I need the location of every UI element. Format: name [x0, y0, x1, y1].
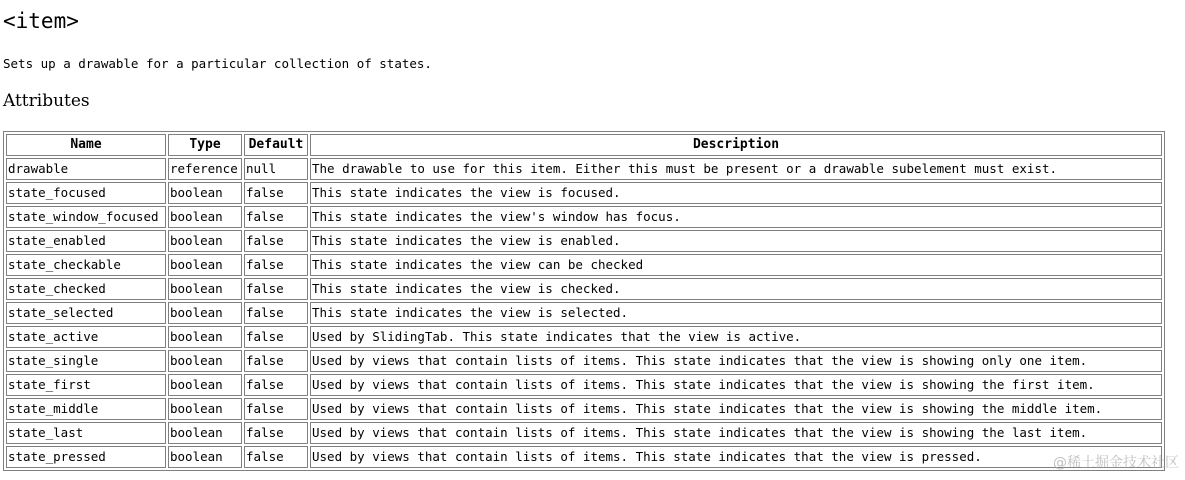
cell-name: state_selected: [6, 302, 166, 324]
cell-type: boolean: [168, 422, 242, 444]
table-row: [6, 446, 1162, 468]
cell-type: boolean: [168, 326, 242, 348]
cell-name: state_enabled: [6, 230, 166, 252]
cell-type: boolean: [168, 374, 242, 396]
cell-type: reference: [168, 158, 242, 180]
table-row: [6, 206, 1162, 228]
table-row: [6, 422, 1162, 444]
cell-description: Used by SlidingTab. This state indicates that the view is active.: [310, 326, 1162, 348]
table-row: [6, 302, 1162, 324]
cell-default: false: [244, 326, 308, 348]
cell-default: false: [244, 182, 308, 204]
cell-default: false: [244, 206, 308, 228]
cell-default: false: [244, 302, 308, 324]
column-header-description: Description: [310, 134, 1162, 156]
table-row: [6, 158, 1162, 180]
column-header-name: Name: [6, 134, 166, 156]
table-header-row: [6, 134, 1162, 156]
cell-name: state_checkable: [6, 254, 166, 276]
cell-type: boolean: [168, 302, 242, 324]
cell-name: state_single: [6, 350, 166, 372]
cell-name: drawable: [6, 158, 166, 180]
table-row: [6, 350, 1162, 372]
table-row: [6, 182, 1162, 204]
intro-text: Sets up a drawable for a particular collection of states.: [3, 56, 432, 71]
cell-name: state_active: [6, 326, 166, 348]
cell-default: null: [244, 158, 308, 180]
cell-default: false: [244, 374, 308, 396]
cell-name: state_middle: [6, 398, 166, 420]
table-row: [6, 398, 1162, 420]
cell-description: Used by views that contain lists of items. This state indicates that the view is showing the first item.: [310, 374, 1162, 396]
cell-default: false: [244, 350, 308, 372]
cell-name: state_window_focused: [6, 206, 166, 228]
column-header-type: Type: [168, 134, 242, 156]
cell-description: This state indicates the view is checked.: [310, 278, 1162, 300]
table-row: [6, 374, 1162, 396]
table-body: [6, 158, 1162, 468]
cell-name: state_focused: [6, 182, 166, 204]
cell-description: Used by views that contain lists of items. This state indicates that the view is showing the last item.: [310, 422, 1162, 444]
section-title: Attributes: [3, 91, 90, 111]
cell-type: boolean: [168, 398, 242, 420]
column-header-default: Default: [244, 134, 308, 156]
cell-name: state_checked: [6, 278, 166, 300]
cell-description: Used by views that contain lists of items. This state indicates that the view is pressed.: [310, 446, 1162, 468]
cell-type: boolean: [168, 230, 242, 252]
table-row: [6, 326, 1162, 348]
cell-name: state_pressed: [6, 446, 166, 468]
cell-name: state_first: [6, 374, 166, 396]
table-row: [6, 254, 1162, 276]
cell-description: Used by views that contain lists of items. This state indicates that the view is showing only one item.: [310, 350, 1162, 372]
cell-default: false: [244, 446, 308, 468]
cell-default: false: [244, 398, 308, 420]
cell-description: This state indicates the view can be checked: [310, 254, 1162, 276]
cell-description: This state indicates the view is focused.: [310, 182, 1162, 204]
cell-default: false: [244, 278, 308, 300]
cell-type: boolean: [168, 278, 242, 300]
watermark: @稀土掘金技术社区: [1053, 455, 1179, 471]
cell-description: Used by views that contain lists of items. This state indicates that the view is showing the middle item.: [310, 398, 1162, 420]
cell-description: This state indicates the view is selected.: [310, 302, 1162, 324]
attributes-table: [3, 131, 1165, 471]
cell-default: false: [244, 254, 308, 276]
cell-description: This state indicates the view is enabled.: [310, 230, 1162, 252]
table-row: [6, 278, 1162, 300]
cell-default: false: [244, 422, 308, 444]
cell-description: The drawable to use for this item. Either this must be present or a drawable subelement must exist.: [310, 158, 1162, 180]
cell-type: boolean: [168, 350, 242, 372]
page-title: <item>: [3, 9, 79, 33]
cell-type: boolean: [168, 254, 242, 276]
cell-type: boolean: [168, 446, 242, 468]
cell-default: false: [244, 230, 308, 252]
cell-type: boolean: [168, 182, 242, 204]
cell-name: state_last: [6, 422, 166, 444]
table-row: [6, 230, 1162, 252]
cell-description: This state indicates the view's window has focus.: [310, 206, 1162, 228]
cell-type: boolean: [168, 206, 242, 228]
